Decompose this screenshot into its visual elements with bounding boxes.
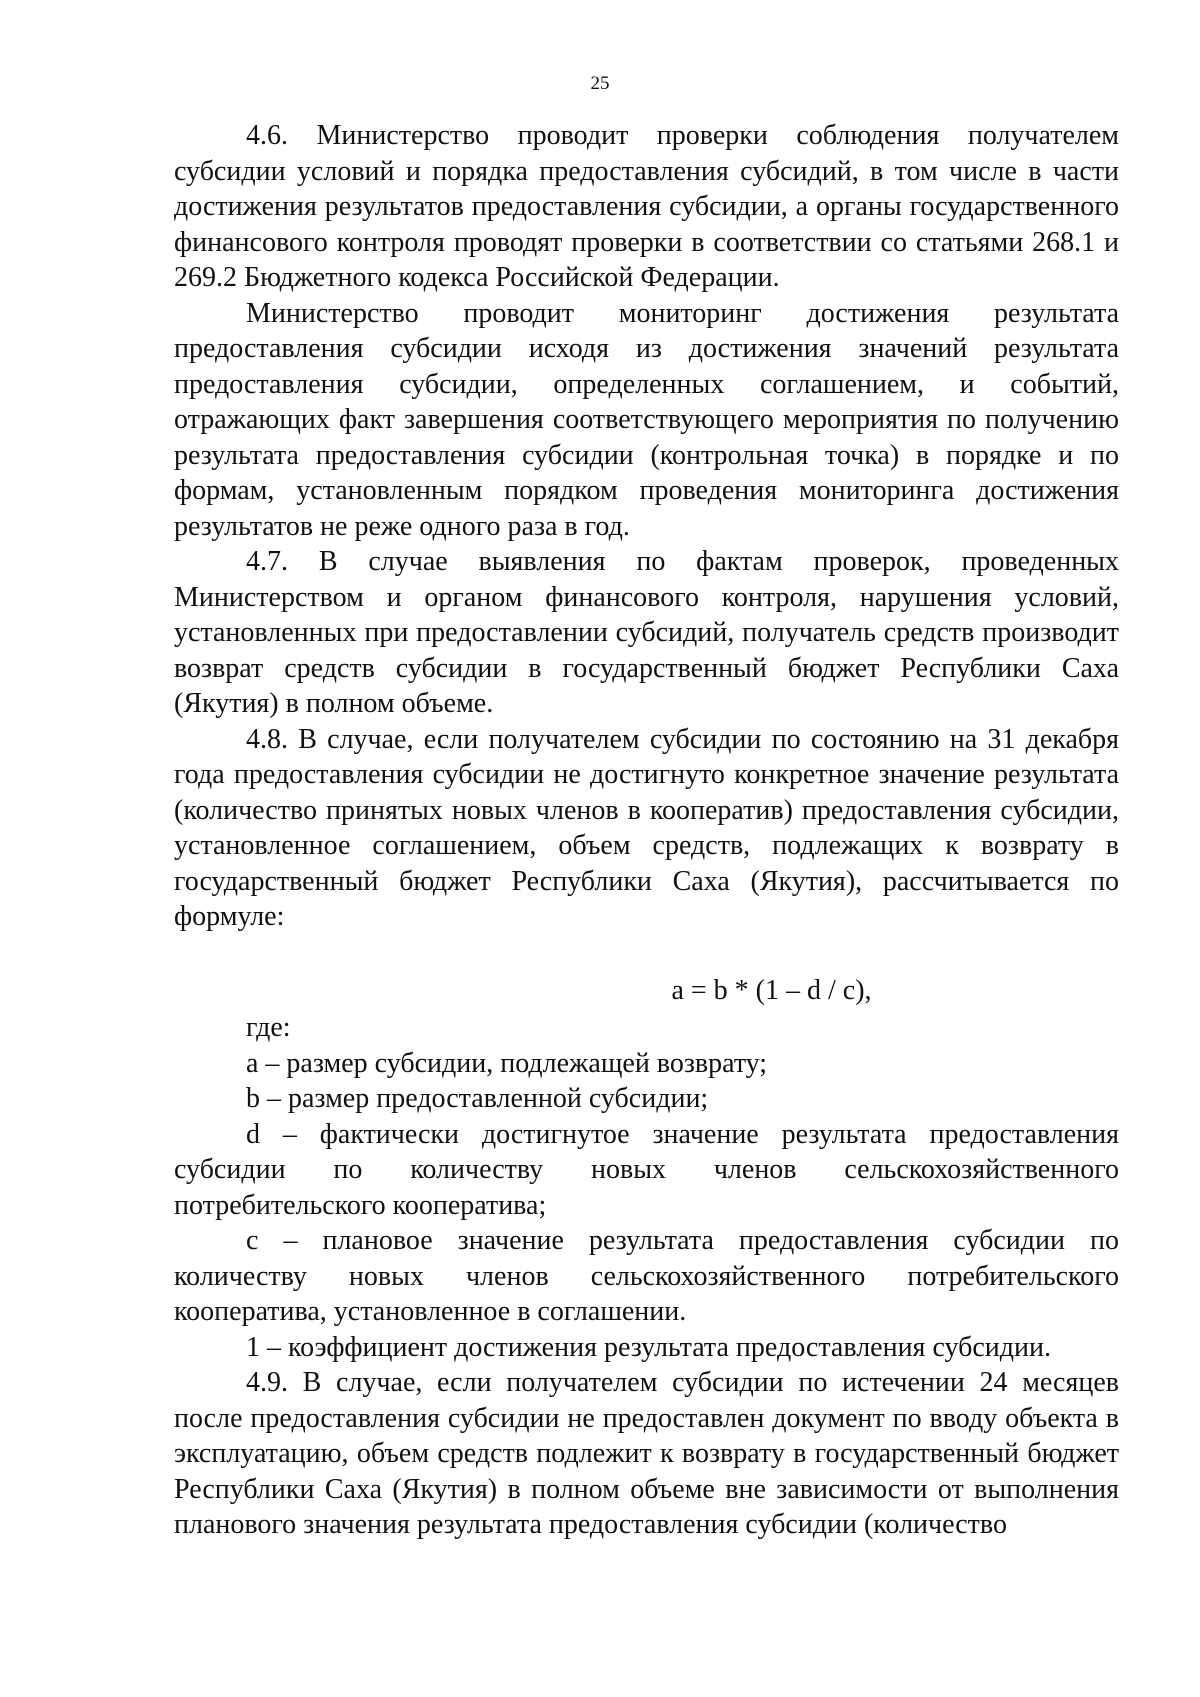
paragraph-4-6: 4.6. Министерство проводит проверки соблюдения получателем субсидии условий и порядка предоставления субсидий, в том числе в части достижения результатов предоставления субсидии, а органы государственного финансового контроля проводят проверки в соответствии со статьями 268.1 и 269.2 Бюджетного кодекса Российской Федерации. xyxy=(174,120,1119,293)
definition-b: b – размер предоставленной субсидии; xyxy=(246,1083,709,1114)
formula-text: a = b * (1 – d / c), xyxy=(671,974,872,1006)
paragraph-4-9: 4.9. В случае, если получателем субсидии по истечении 24 месяцев после предоставления субсидии не предоставлен документ по вводу объекта в эксплуатацию, объем средств подлежит к возврату в государственный бюджет Республики Саха (Якутия) в полном объеме вне зависимости от выполнения планового значения результата предоставления субсидии (количество xyxy=(174,1367,1119,1540)
paragraph-4-7: 4.7. В случае выявления по фактам проверок, проведенных Министерством и органом финансового контроля, нарушения условий, установленных при предоставлении субсидий, получатель средств производит возврат средств субсидии в государственный бюджет Республики Саха (Якутия) в полном объеме. xyxy=(174,546,1119,719)
paragraph-4-8: 4.8. В случае, если получателем субсидии по состоянию на 31 декабря года предоставления субсидии не достигнуто конкретное значение результата (количество принятых новых членов в кооператив) предоставления субсидии, установленное соглашением, объем средств, подлежащих к возврату в государственный бюджет Республики Саха (Якутия), рассчитывается по формуле: xyxy=(174,723,1119,932)
definition-d: d – фактически достигнутое значение результата предоставления субсидии по количеству новых членов сельскохозяйственного потребительского кооператива; xyxy=(174,1118,1119,1221)
definition-c: c – плановое значение результата предоставления субсидии по количеству новых членов сельскохозяйственного потребительского кооператива, установленное в соглашении. xyxy=(174,1225,1119,1327)
page-number: 25 xyxy=(590,73,610,94)
definition-a: a – размер субсидии, подлежащей возврату; xyxy=(246,1047,768,1079)
formula xyxy=(174,973,1119,1009)
definition-1: 1 – коэффициент достижения результата предоставления субсидии. xyxy=(246,1331,1051,1363)
document-body xyxy=(174,118,1119,1543)
formula-where: где: xyxy=(246,1012,291,1043)
paragraph-monitoring: Министерство проводит мониторинг достижения результата предоставления субсидии исходя из достижения значений результата предоставления субсидии, определенных соглашением, и событий, отражающих факт завершения соответствующего мероприятия по получению результата предоставления субсидии (контрольная точка) в порядке и по формам, установленным порядком проведения мониторинга достижения результатов не реже одного раза в год. xyxy=(174,297,1119,542)
